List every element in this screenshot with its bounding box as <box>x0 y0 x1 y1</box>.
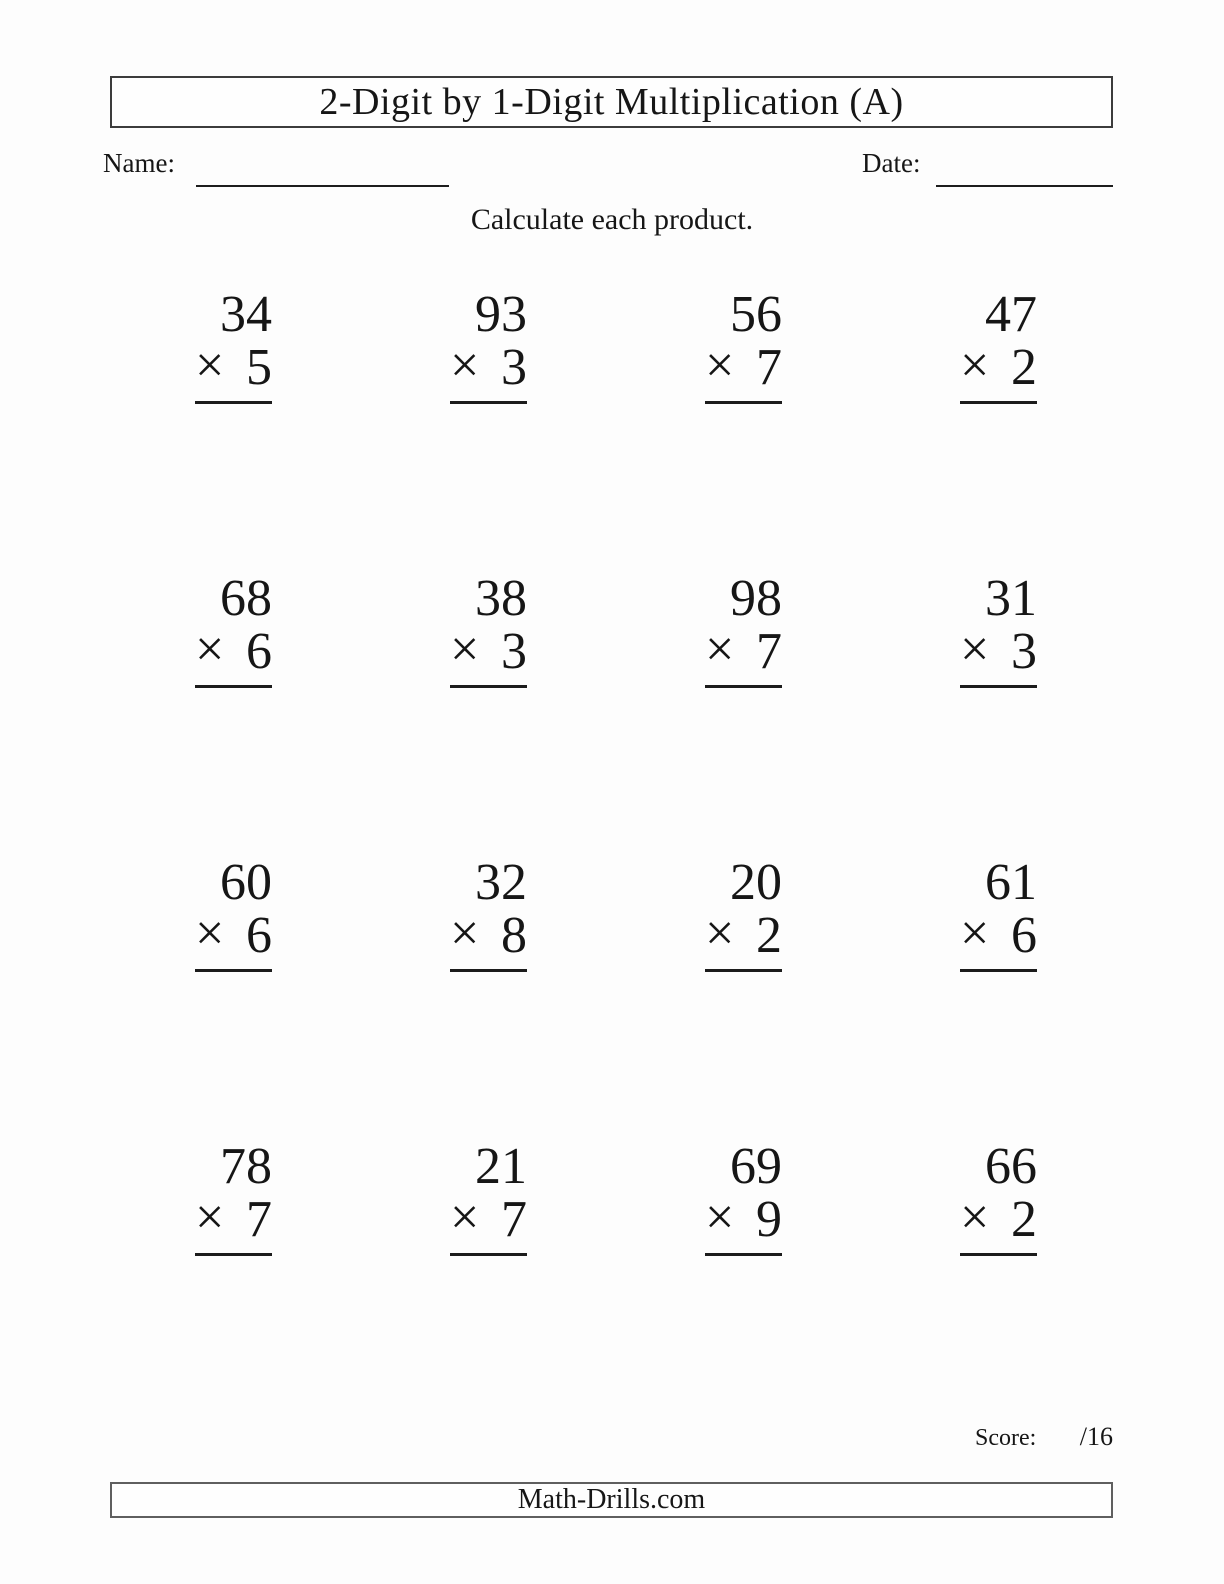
answer-line <box>195 685 272 688</box>
multiplicand: 61 <box>985 854 1037 911</box>
answer-line <box>195 969 272 972</box>
multiplicand: 38 <box>475 570 527 627</box>
multiplier-row <box>450 1189 527 1249</box>
answer-line <box>705 401 782 404</box>
problem-3 <box>527 288 782 572</box>
answer-line <box>960 1253 1037 1256</box>
answer-line <box>195 401 272 404</box>
answer-line <box>705 1253 782 1256</box>
date-label: Date: <box>862 148 921 178</box>
multiplicand: 98 <box>730 570 782 627</box>
multiplier-row <box>960 337 1037 397</box>
problem-15 <box>527 1140 782 1424</box>
multiplier: 2 <box>1011 339 1037 397</box>
name-label: Name: <box>103 148 175 178</box>
answer-line <box>960 685 1037 688</box>
answer-line <box>450 969 527 972</box>
problem-1 <box>17 288 272 572</box>
footer-box <box>110 1482 1113 1518</box>
multiply-sign-icon: × <box>960 905 990 963</box>
multiplier: 6 <box>246 907 272 965</box>
multiplier-row <box>705 1189 782 1249</box>
problem-5 <box>17 572 272 856</box>
multiplicand: 60 <box>220 854 272 911</box>
multiply-sign-icon: × <box>705 1189 735 1247</box>
score-label: Score: <box>975 1425 1037 1451</box>
multiplicand: 31 <box>985 570 1037 627</box>
multiply-sign-icon: × <box>960 621 990 679</box>
answer-line <box>450 401 527 404</box>
multiplier: 3 <box>1011 623 1037 681</box>
multiplicand: 69 <box>730 1138 782 1195</box>
page-title: 2-Digit by 1-Digit Multiplication (A) <box>319 81 904 123</box>
multiply-sign-icon: × <box>450 905 480 963</box>
multiplicand: 21 <box>475 1138 527 1195</box>
multiply-sign-icon: × <box>450 621 480 679</box>
multiplicand: 47 <box>985 286 1037 343</box>
multiply-sign-icon: × <box>195 337 225 395</box>
problem-6 <box>272 572 527 856</box>
answer-line <box>195 1253 272 1256</box>
multiplier: 8 <box>501 907 527 965</box>
multiplier-row <box>450 621 527 681</box>
multiplicand: 32 <box>475 854 527 911</box>
multiplier: 9 <box>756 1191 782 1249</box>
multiplier: 2 <box>1011 1191 1037 1249</box>
problem-8 <box>782 572 1037 856</box>
multiplier-row <box>705 621 782 681</box>
problem-10 <box>272 856 527 1140</box>
answer-line <box>450 685 527 688</box>
problem-16 <box>782 1140 1037 1424</box>
answer-line <box>450 1253 527 1256</box>
multiply-sign-icon: × <box>705 621 735 679</box>
score-total: /16 <box>1079 1422 1113 1451</box>
answer-line <box>960 401 1037 404</box>
footer-brand: Math-Drills.com <box>517 1484 706 1515</box>
multiplier-row <box>960 905 1037 965</box>
multiplier-row <box>960 1189 1037 1249</box>
multiplier-row <box>450 905 527 965</box>
multiplicand: 66 <box>985 1138 1037 1195</box>
multiplier-row <box>450 337 527 397</box>
multiplier-row <box>195 905 272 965</box>
problem-2 <box>272 288 527 572</box>
multiply-sign-icon: × <box>960 337 990 395</box>
multiplicand: 78 <box>220 1138 272 1195</box>
problem-9 <box>17 856 272 1140</box>
multiplier: 7 <box>501 1191 527 1249</box>
multiply-sign-icon: × <box>195 1189 225 1247</box>
problem-4 <box>782 288 1037 572</box>
multiply-sign-icon: × <box>195 905 225 963</box>
multiplier: 6 <box>1011 907 1037 965</box>
multiplicand: 93 <box>475 286 527 343</box>
multiply-sign-icon: × <box>450 337 480 395</box>
multiplier-row <box>705 905 782 965</box>
multiplier: 3 <box>501 339 527 397</box>
name-blank-line <box>196 185 449 187</box>
multiplicand: 20 <box>730 854 782 911</box>
date-blank-line <box>936 185 1113 187</box>
multiplicand: 34 <box>220 286 272 343</box>
multiplier-row <box>195 337 272 397</box>
worksheet-title-box <box>110 76 1113 128</box>
multiply-sign-icon: × <box>705 905 735 963</box>
multiplier-row <box>195 621 272 681</box>
multiplier: 2 <box>756 907 782 965</box>
multiplier: 7 <box>756 339 782 397</box>
multiplier: 3 <box>501 623 527 681</box>
multiplier: 7 <box>756 623 782 681</box>
multiply-sign-icon: × <box>450 1189 480 1247</box>
multiplier-row <box>960 621 1037 681</box>
multiplier: 7 <box>246 1191 272 1249</box>
multiply-sign-icon: × <box>960 1189 990 1247</box>
multiply-sign-icon: × <box>195 621 225 679</box>
multiplier: 5 <box>246 339 272 397</box>
instruction-text: Calculate each product. <box>470 203 754 236</box>
problem-14 <box>272 1140 527 1424</box>
multiply-sign-icon: × <box>705 337 735 395</box>
multiplier-row <box>195 1189 272 1249</box>
answer-line <box>705 969 782 972</box>
problems-grid <box>17 288 1037 1424</box>
problem-11 <box>527 856 782 1140</box>
problem-12 <box>782 856 1037 1140</box>
answer-line <box>960 969 1037 972</box>
multiplier-row <box>705 337 782 397</box>
multiplier: 6 <box>246 623 272 681</box>
score-area <box>975 1422 1113 1452</box>
answer-line <box>705 685 782 688</box>
problem-7 <box>527 572 782 856</box>
problem-13 <box>17 1140 272 1424</box>
multiplicand: 56 <box>730 286 782 343</box>
multiplicand: 68 <box>220 570 272 627</box>
